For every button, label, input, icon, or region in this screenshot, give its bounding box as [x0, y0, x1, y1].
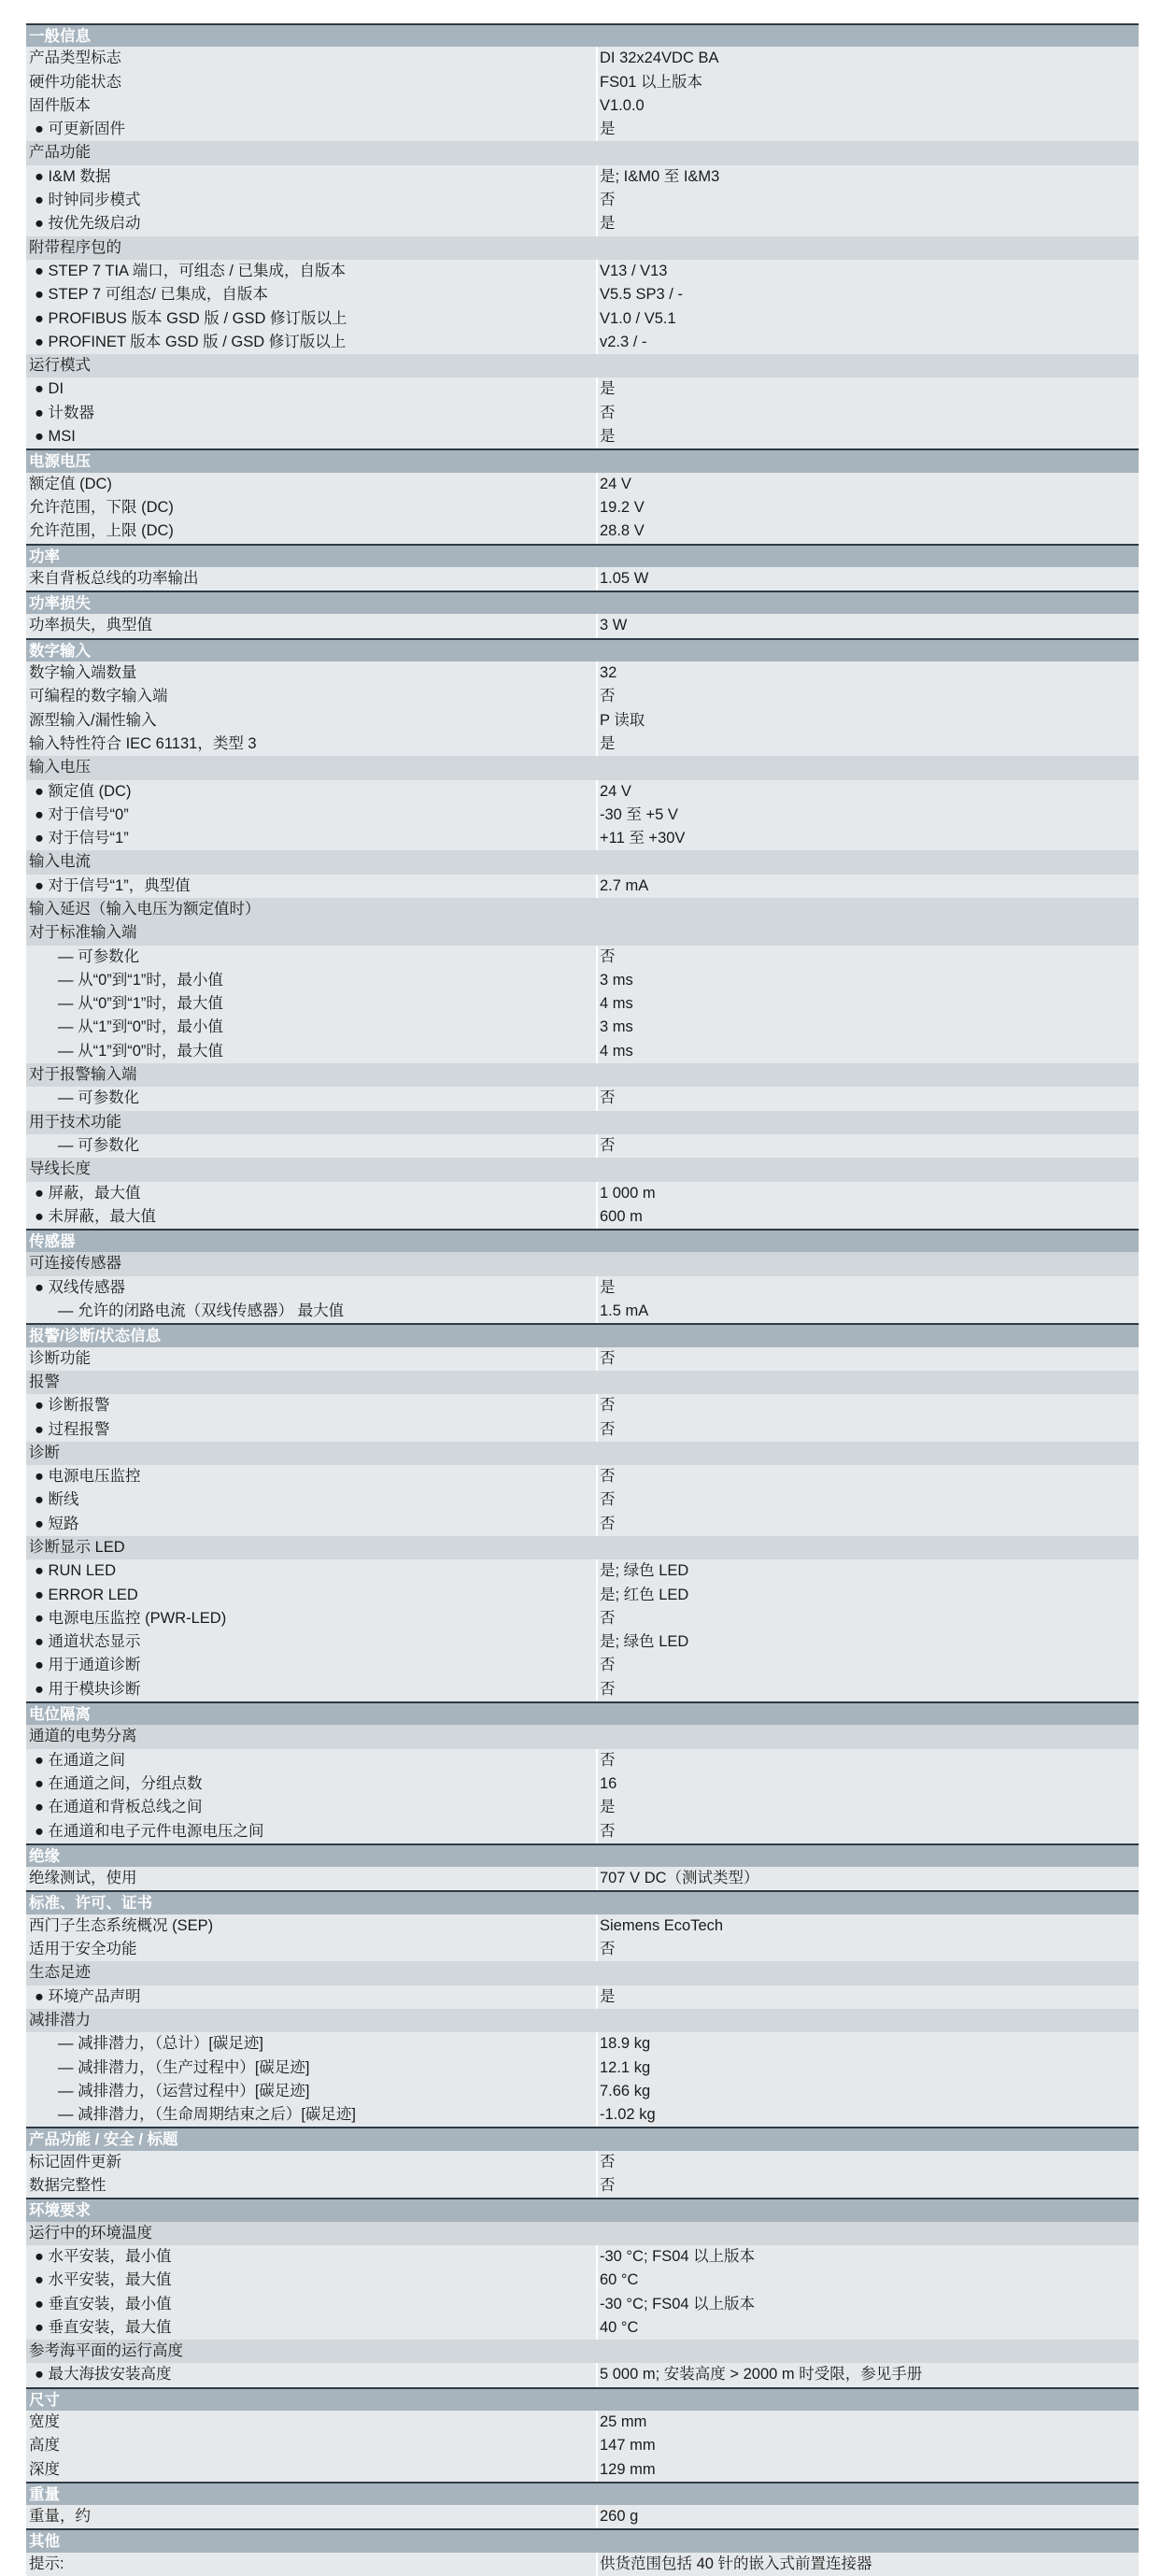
spec-value: 24 V [600, 475, 631, 492]
header-label: 电源电压 [29, 453, 91, 471]
spec-row [26, 875, 1139, 898]
spec-row [26, 1630, 1139, 1654]
spec-value: 否 [600, 1089, 616, 1107]
spec-row [26, 2458, 1139, 2482]
group-header [26, 756, 1139, 779]
section-header [26, 2387, 1139, 2411]
spec-label: 宽度 [29, 2412, 60, 2430]
spec-label: ● 对于信号“1” [35, 830, 129, 847]
spec-label: 固件版本 [29, 96, 91, 114]
spec-row [26, 1040, 1139, 1063]
spec-label: ● PROFINET 版本 GSD 版 / GSD 修订版以上 [35, 333, 347, 350]
spec-value: 否 [600, 1468, 616, 1486]
section-header [26, 448, 1139, 472]
spec-value: -1.02 kg [600, 2106, 656, 2124]
spec-label: — 从“1”到“0”时，最小值 [58, 1018, 223, 1036]
spec-row [26, 2269, 1139, 2292]
spec-value: 1 000 m [600, 1184, 656, 1202]
group-header [26, 236, 1139, 260]
spec-row [26, 519, 1139, 543]
spec-row [26, 1205, 1139, 1229]
group-header [26, 1961, 1139, 1985]
spec-label: ● 断线 [35, 1491, 79, 1509]
spec-row [26, 1678, 1139, 1701]
spec-row [26, 2245, 1139, 2269]
spec-value: 是 [600, 1278, 616, 1296]
spec-row [26, 567, 1139, 591]
header-label: 产品功能 / 安全 / 标题 [29, 2131, 178, 2149]
spec-label: ● 时钟同步模式 [35, 192, 141, 209]
spec-label: 数字输入端数量 [29, 664, 137, 682]
spec-value: 否 [600, 1349, 616, 1367]
group-header [26, 1725, 1139, 1748]
spec-value: 是 [600, 428, 616, 446]
spec-label: 数据完整性 [29, 2177, 106, 2195]
spec-value: 12.1 kg [600, 2058, 651, 2076]
spec-value: 否 [600, 1420, 616, 1438]
group-header [26, 2009, 1139, 2032]
spec-label: ● 在通道之间，分组点数 [35, 1774, 203, 1792]
spec-value: 是 [600, 734, 616, 752]
group-header [26, 141, 1139, 164]
spec-label: 输入特性符合 IEC 61131，类型 3 [29, 734, 257, 752]
spec-row [26, 1347, 1139, 1371]
spec-row [26, 1134, 1139, 1158]
header-label: 标准、许可、证书 [29, 1895, 152, 1913]
spec-value: 32 [600, 664, 617, 682]
spec-row [26, 283, 1139, 306]
spec-value: 3 ms [600, 1018, 633, 1036]
section-header [26, 2127, 1139, 2150]
spec-value: Siemens EcoTech [600, 1916, 724, 1934]
spec-label: ● MSI [35, 428, 76, 446]
spec-row [26, 946, 1139, 969]
spec-label: ● 对于信号“0” [35, 805, 129, 823]
spec-value: 是 [600, 121, 616, 138]
spec-value: 4 ms [600, 1042, 633, 1060]
section-header [26, 638, 1139, 662]
spec-value: 147 mm [600, 2437, 656, 2455]
spec-row [26, 969, 1139, 992]
spec-value: 否 [600, 1941, 616, 1958]
spec-row [26, 1513, 1139, 1536]
spec-row [26, 260, 1139, 283]
header-label: 对于标准输入端 [29, 924, 137, 942]
spec-label: 允许范围，上限 (DC) [29, 522, 174, 540]
spec-value: 否 [600, 1136, 616, 1154]
spec-label: ● 短路 [35, 1515, 79, 1532]
spec-value: 否 [600, 192, 616, 209]
spec-value: FS01 以上版本 [600, 73, 703, 91]
header-label: 数字输入 [29, 642, 91, 660]
header-label: 功率 [29, 548, 60, 565]
group-header [26, 1063, 1139, 1087]
spec-value: 260 g [600, 2508, 639, 2526]
spec-value: 否 [600, 1822, 616, 1840]
header-label: 减排潜力 [29, 2011, 91, 2028]
spec-value: -30 至 +5 V [600, 805, 678, 823]
spec-row [26, 212, 1139, 235]
spec-row [26, 1985, 1139, 2009]
spec-label: — 减排潜力，（运营过程中）[碳足迹] [58, 2082, 310, 2099]
section-header [26, 1323, 1139, 1346]
spec-label: ● RUN LED [35, 1562, 116, 1580]
spec-row [26, 402, 1139, 425]
spec-row [26, 118, 1139, 141]
spec-label: ● STEP 7 TIA 端口，可组态 / 已集成，自版本 [35, 262, 346, 279]
spec-value: 否 [600, 1515, 616, 1532]
spec-label: 绝缘测试，使用 [29, 1870, 137, 1887]
spec-label: — 允许的闭路电流（双线传感器） 最大值 [58, 1302, 345, 1320]
section-header [26, 2198, 1139, 2221]
spec-row [26, 1772, 1139, 1796]
spec-value: 是; I&M0 至 I&M3 [600, 167, 720, 185]
spec-label: 西门子生态系统概况 (SEP) [29, 1916, 214, 1934]
spec-row [26, 1820, 1139, 1843]
spec-label: ● 用于通道诊断 [35, 1657, 141, 1674]
spec-label: ● 在通道之间 [35, 1751, 126, 1769]
section-header [26, 2528, 1139, 2552]
spec-label: 标记固件更新 [29, 2153, 121, 2170]
spec-row [26, 780, 1139, 804]
spec-row [26, 2103, 1139, 2127]
spec-value: 是 [600, 215, 616, 233]
spec-row [26, 1182, 1139, 1205]
spec-value: 是; 绿色 LED [600, 1633, 689, 1651]
spec-label: ● ERROR LED [35, 1586, 138, 1603]
spec-label: ● 计数器 [35, 404, 95, 421]
spec-label: 源型输入/漏性输入 [29, 711, 157, 729]
group-header [26, 2340, 1139, 2363]
group-header [26, 1371, 1139, 1394]
spec-row [26, 1394, 1139, 1417]
header-label: 导线长度 [29, 1160, 91, 1178]
spec-label: 硬件功能状态 [29, 73, 121, 91]
spec-label: 高度 [29, 2437, 60, 2455]
spec-label: ● 垂直安装，最大值 [35, 2318, 172, 2336]
spec-row [26, 1418, 1139, 1442]
group-header [26, 1536, 1139, 1559]
spec-value: 1.5 mA [600, 1302, 649, 1320]
section-header [26, 1701, 1139, 1725]
header-label: 重量 [29, 2485, 60, 2503]
spec-label: ● STEP 7 可组态/ 已集成，自版本 [35, 286, 268, 304]
spec-row [26, 685, 1139, 708]
spec-label: ● PROFIBUS 版本 GSD 版 / GSD 修订版以上 [35, 309, 347, 327]
spec-row [26, 94, 1139, 118]
spec-value: 19.2 V [600, 498, 645, 516]
spec-value: 600 m [600, 1207, 643, 1225]
spec-value: 16 [600, 1774, 617, 1792]
spec-value: 3 W [600, 617, 628, 634]
section-header [26, 1890, 1139, 1914]
spec-value: 60 °C [600, 2271, 639, 2289]
spec-value: 否 [600, 1609, 616, 1627]
spec-value: P 读取 [600, 711, 645, 729]
section-header [26, 544, 1139, 567]
spec-value: DI 32x24VDC BA [600, 50, 719, 67]
spec-label: 额定值 (DC) [29, 475, 112, 492]
spec-row [26, 1867, 1139, 1890]
spec-row [26, 1488, 1139, 1512]
spec-label: 功率损失，典型值 [29, 617, 152, 634]
spec-row [26, 992, 1139, 1016]
spec-label: — 减排潜力，（生命周期结束之后）[碳足迹] [58, 2106, 357, 2124]
header-label: 可连接传感器 [29, 1255, 121, 1273]
spec-row [26, 71, 1139, 94]
spec-label: 来自背板总线的功率输出 [29, 569, 199, 587]
header-label: 产品功能 [29, 144, 91, 162]
spec-value: -30 °C; FS04 以上版本 [600, 2295, 756, 2313]
spec-value: 是 [600, 380, 616, 398]
spec-value: 5 000 m; 安装高度 > 2000 m 时受限，参见手册 [600, 2366, 923, 2384]
spec-row [26, 804, 1139, 827]
group-header [26, 850, 1139, 874]
spec-row [26, 662, 1139, 685]
spec-row [26, 1016, 1139, 1039]
spec-row [26, 47, 1139, 70]
spec-value: 1.05 W [600, 569, 649, 587]
group-header [26, 1252, 1139, 1275]
group-header [26, 2222, 1139, 2245]
spec-row [26, 2411, 1139, 2434]
spec-row [26, 1607, 1139, 1630]
spec-value: 否 [600, 1397, 616, 1415]
header-label: 输入延迟（输入电压为额定值时） [29, 900, 261, 918]
spec-value: v2.3 / - [600, 333, 647, 350]
spec-value: 707 V DC（测试类型） [600, 1870, 759, 1887]
spec-value: 否 [600, 2153, 616, 2170]
group-header [26, 354, 1139, 377]
header-label: 报警 [29, 1373, 60, 1390]
spec-value: 否 [600, 1751, 616, 1769]
spec-row [26, 2434, 1139, 2457]
section-header [26, 1229, 1139, 1252]
spec-label: ● 额定值 (DC) [35, 782, 132, 800]
section-header [26, 2482, 1139, 2505]
spec-row [26, 2151, 1139, 2174]
header-label: 用于技术功能 [29, 1113, 121, 1131]
spec-value: 否 [600, 1657, 616, 1674]
header-label: 绝缘 [29, 1847, 60, 1865]
header-label: 其他 [29, 2533, 60, 2551]
spec-row [26, 1300, 1139, 1323]
spec-label: ● 按优先级启动 [35, 215, 141, 233]
group-header [26, 1442, 1139, 1465]
spec-label: ● 通道状态显示 [35, 1633, 141, 1651]
spec-label: 允许范围，下限 (DC) [29, 498, 174, 516]
spec-label: ● 电源电压监控 [35, 1468, 141, 1486]
group-header [26, 1111, 1139, 1134]
header-label: 对于报警输入端 [29, 1066, 137, 1084]
group-header [26, 1158, 1139, 1181]
section-header [26, 23, 1139, 47]
spec-row [26, 307, 1139, 331]
header-label: 参考海平面的运行高度 [29, 2342, 183, 2360]
spec-label: — 从“0”到“1”时，最大值 [58, 995, 223, 1013]
spec-label: ● 在通道和背板总线之间 [35, 1799, 203, 1816]
spec-value: 3 ms [600, 971, 633, 989]
spec-value: -30 °C; FS04 以上版本 [600, 2247, 756, 2265]
header-label: 功率损失 [29, 595, 91, 613]
spec-row [26, 709, 1139, 733]
spec-value: 24 V [600, 782, 631, 800]
spec-value: 否 [600, 947, 616, 965]
spec-label: ● 垂直安装，最小值 [35, 2295, 172, 2313]
spec-row [26, 377, 1139, 401]
spec-label: ● 对于信号“1”，典型值 [35, 876, 191, 894]
spec-row [26, 733, 1139, 756]
spec-value: 25 mm [600, 2412, 647, 2430]
spec-row [26, 496, 1139, 519]
spec-value: 18.9 kg [600, 2035, 651, 2053]
spec-value: V1.0.0 [600, 96, 645, 114]
spec-row [26, 2505, 1139, 2528]
header-label: 生态足迹 [29, 1964, 91, 1982]
header-label: 环境要求 [29, 2202, 91, 2220]
spec-label: ● 环境产品声明 [35, 1987, 141, 2005]
header-label: 运行模式 [29, 357, 91, 375]
header-label: 报警/诊断/状态信息 [29, 1328, 162, 1345]
spec-value: 否 [600, 688, 616, 705]
group-header [26, 898, 1139, 921]
spec-row [26, 827, 1139, 850]
spec-table [26, 23, 1139, 2576]
spec-row [26, 1938, 1139, 1961]
spec-label: 重量，约 [29, 2508, 91, 2526]
spec-label: — 从“1”到“0”时，最大值 [58, 1042, 223, 1060]
spec-row [26, 2080, 1139, 2103]
spec-row [26, 1749, 1139, 1772]
spec-row [26, 1796, 1139, 1819]
spec-label: 产品类型标志 [29, 50, 121, 67]
spec-label: — 可参数化 [58, 947, 140, 965]
spec-row [26, 2316, 1139, 2340]
spec-row [26, 2293, 1139, 2316]
spec-label: 深度 [29, 2460, 60, 2478]
spec-label: — 可参数化 [58, 1089, 140, 1107]
spec-label: — 减排潜力，（总计）[碳足迹] [58, 2035, 264, 2053]
spec-row [26, 1654, 1139, 1677]
spec-label: ● 电源电压监控 (PWR-LED) [35, 1609, 227, 1627]
spec-row [26, 1276, 1139, 1300]
header-label: 诊断 [29, 1444, 60, 1461]
spec-value: 否 [600, 404, 616, 421]
spec-label: 提示: [29, 2555, 64, 2572]
spec-label: ● 未屏蔽，最大值 [35, 1207, 157, 1225]
spec-row [26, 473, 1139, 496]
spec-value: 否 [600, 2177, 616, 2195]
header-label: 诊断显示 LED [29, 1539, 125, 1556]
spec-row [26, 1559, 1139, 1583]
spec-value: V1.0 / V5.1 [600, 309, 676, 327]
spec-label: ● 水平安装，最大值 [35, 2271, 172, 2289]
spec-label: — 减排潜力，（生产过程中）[碳足迹] [58, 2058, 310, 2076]
spec-value: 供货范围包括 40 针的嵌入式前置连接器 [600, 2555, 872, 2572]
spec-value: +11 至 +30V [600, 830, 686, 847]
spec-row [26, 189, 1139, 212]
spec-value: 否 [600, 1491, 616, 1509]
spec-label: ● 屏蔽，最大值 [35, 1184, 141, 1202]
spec-label: — 可参数化 [58, 1136, 140, 1154]
spec-label: 适用于安全功能 [29, 1941, 137, 1958]
header-label: 输入电流 [29, 853, 91, 871]
spec-value: 28.8 V [600, 522, 645, 540]
spec-row [26, 165, 1139, 189]
spec-row [26, 2057, 1139, 2080]
spec-row [26, 331, 1139, 354]
spec-label: 诊断功能 [29, 1349, 91, 1367]
spec-label: 可编程的数字输入端 [29, 688, 168, 705]
spec-value: V13 / V13 [600, 262, 668, 279]
spec-row [26, 2553, 1139, 2576]
spec-label: ● I&M 数据 [35, 167, 111, 185]
spec-value: 是; 绿色 LED [600, 1562, 689, 1580]
group-header [26, 921, 1139, 945]
spec-value: 是; 红色 LED [600, 1586, 689, 1603]
spec-value: 2.7 mA [600, 876, 649, 894]
spec-value: 40 °C [600, 2318, 639, 2336]
spec-label: ● 在通道和电子元件电源电压之间 [35, 1822, 264, 1840]
spec-label: ● DI [35, 380, 64, 398]
header-label: 电位隔离 [29, 1706, 91, 1724]
spec-value: V5.5 SP3 / - [600, 286, 683, 304]
spec-value: 是 [600, 1987, 616, 2005]
spec-label: ● 诊断报警 [35, 1397, 110, 1415]
spec-row [26, 425, 1139, 448]
spec-label: ● 过程报警 [35, 1420, 110, 1438]
spec-value: 4 ms [600, 995, 633, 1013]
header-label: 尺寸 [29, 2391, 60, 2409]
spec-label: ● 双线传感器 [35, 1278, 126, 1296]
spec-row [26, 2032, 1139, 2056]
spec-row [26, 1087, 1139, 1110]
spec-label: ● 用于模块诊断 [35, 1680, 141, 1698]
spec-row [26, 1465, 1139, 1488]
spec-row [26, 614, 1139, 637]
spec-row [26, 1914, 1139, 1938]
header-label: 附带程序包的 [29, 238, 121, 256]
section-header [26, 1843, 1139, 1867]
spec-row [26, 2363, 1139, 2386]
header-label: 运行中的环境温度 [29, 2224, 152, 2242]
spec-value: 7.66 kg [600, 2082, 651, 2099]
header-label: 一般信息 [29, 28, 91, 45]
spec-value: 129 mm [600, 2460, 656, 2478]
header-label: 输入电压 [29, 759, 91, 776]
spec-row [26, 1584, 1139, 1607]
spec-label: ● 水平安装，最小值 [35, 2247, 172, 2265]
spec-label: ● 最大海拔安装高度 [35, 2366, 172, 2384]
section-header [26, 591, 1139, 614]
spec-row [26, 2174, 1139, 2198]
header-label: 传感器 [29, 1233, 76, 1251]
spec-label: ● 可更新固件 [35, 121, 126, 138]
spec-value: 是 [600, 1799, 616, 1816]
spec-label: — 从“0”到“1”时，最小值 [58, 971, 223, 989]
header-label: 通道的电势分离 [29, 1728, 137, 1745]
spec-value: 否 [600, 1680, 616, 1698]
